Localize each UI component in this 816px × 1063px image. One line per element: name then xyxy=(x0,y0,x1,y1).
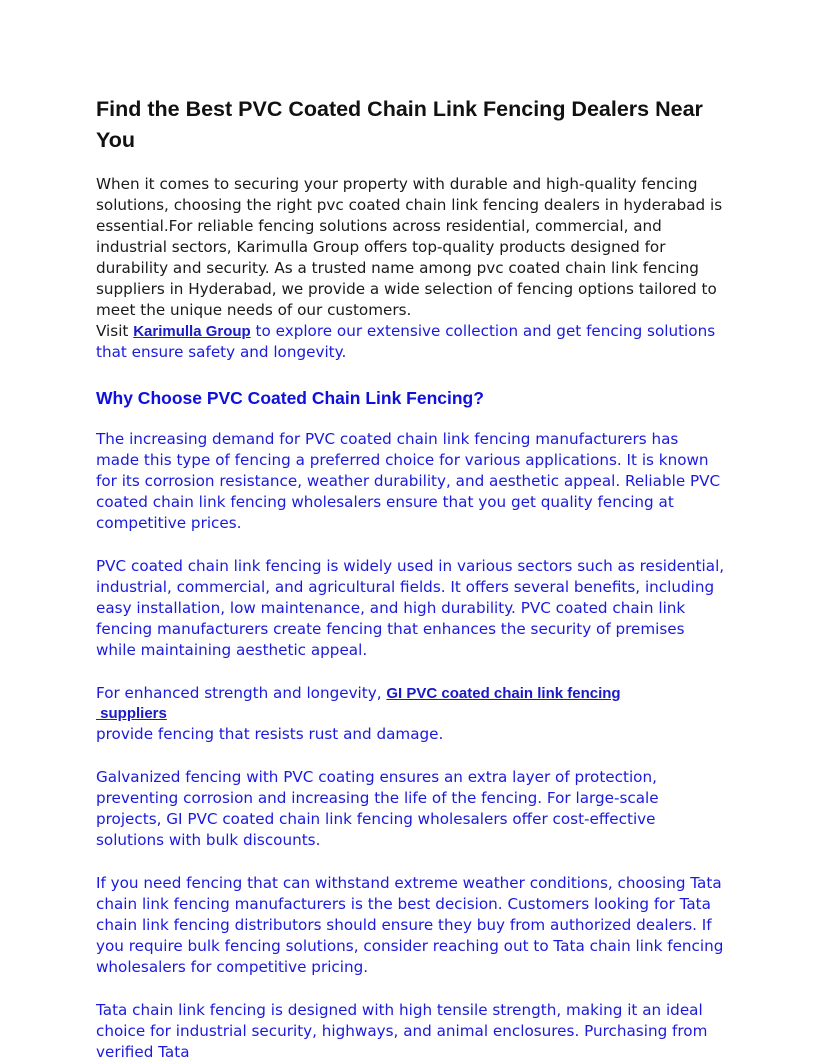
paragraph-galvanized: Galvanized fencing with PVC coating ensures an extra layer of protection, preventing corrosion and increasing the life of the fencing. For large-scale projects, GI PVC coated chain link fencing wholesalers offer cost-effective solutions with bulk discounts. xyxy=(96,768,659,849)
intro-paragraph xyxy=(96,174,726,363)
paragraph-demand: The increasing demand for PVC coated chain link fencing manufacturers has made this type of fencing a preferred choice for various applications. It is known for its corrosion resistance, weather durability, and aesthetic appeal. Reliable PVC coated chain link fencing wholesalers ensure that you get quality fencing at competitive prices. xyxy=(96,430,721,532)
gi-prefix: For enhanced strength and longevity, xyxy=(96,684,387,702)
paragraph-tata-weather: If you need fencing that can withstand extreme weather conditions, choosing Tata chain link fencing manufacturers is the best decision. Customers looking for Tata chain link fencing distributors should ensure they buy from authorized dealers. If you require bulk fencing solutions, consider reaching out to Tata chain link fencing wholesalers for competitive pricing. xyxy=(96,874,724,976)
intro-visit-prefix: Visit xyxy=(96,322,134,340)
paragraph-sectors: PVC coated chain link fencing is widely used in various sectors such as residential, industrial, commercial, and agricultural fields. It offers several benefits, including easy installation, low maintenance, and high durability. PVC coated chain link fencing manufacturers create fencing that enhances the security of premises while maintaining aesthetic appeal. xyxy=(96,557,725,659)
paragraph-tata-strength: Tata chain link fencing is designed with high tensile strength, making it an ideal choice for industrial security, highways, and animal enclosures. Purchasing from verified Tata xyxy=(96,1001,708,1061)
intro-text: When it comes to securing your property with durable and high-quality fencing solutions, choosing the right pvc coated chain link fencing dealers in hyderabad is essential.For reliable fencing solutions across residential, commercial, and industrial sectors, Karimulla Group offers top-quality products designed for durability and security. As a trusted name among pvc coated chain link fencing suppliers in Hyderabad, we provide a wide selection of fencing options tailored to meet the unique needs of our customers. xyxy=(96,175,723,319)
gi-link-line1[interactable]: GI PVC coated chain link fencing xyxy=(386,685,621,702)
paragraph-gi-suppliers xyxy=(96,683,726,745)
section-heading: Why Choose PVC Coated Chain Link Fencing? xyxy=(96,388,484,408)
intro-visit-suffix: to explore our extensive collection and get fencing solutions that ensure safety and longevity. xyxy=(96,322,716,361)
page-title: Find the Best PVC Coated Chain Link Fencing Dealers Near You xyxy=(96,97,703,152)
karimulla-group-link[interactable]: Karimulla Group xyxy=(133,323,251,340)
document-page xyxy=(96,94,726,1063)
gi-link-line2[interactable]: suppliers xyxy=(96,705,167,722)
gi-suffix: provide fencing that resists rust and damage. xyxy=(96,725,444,743)
